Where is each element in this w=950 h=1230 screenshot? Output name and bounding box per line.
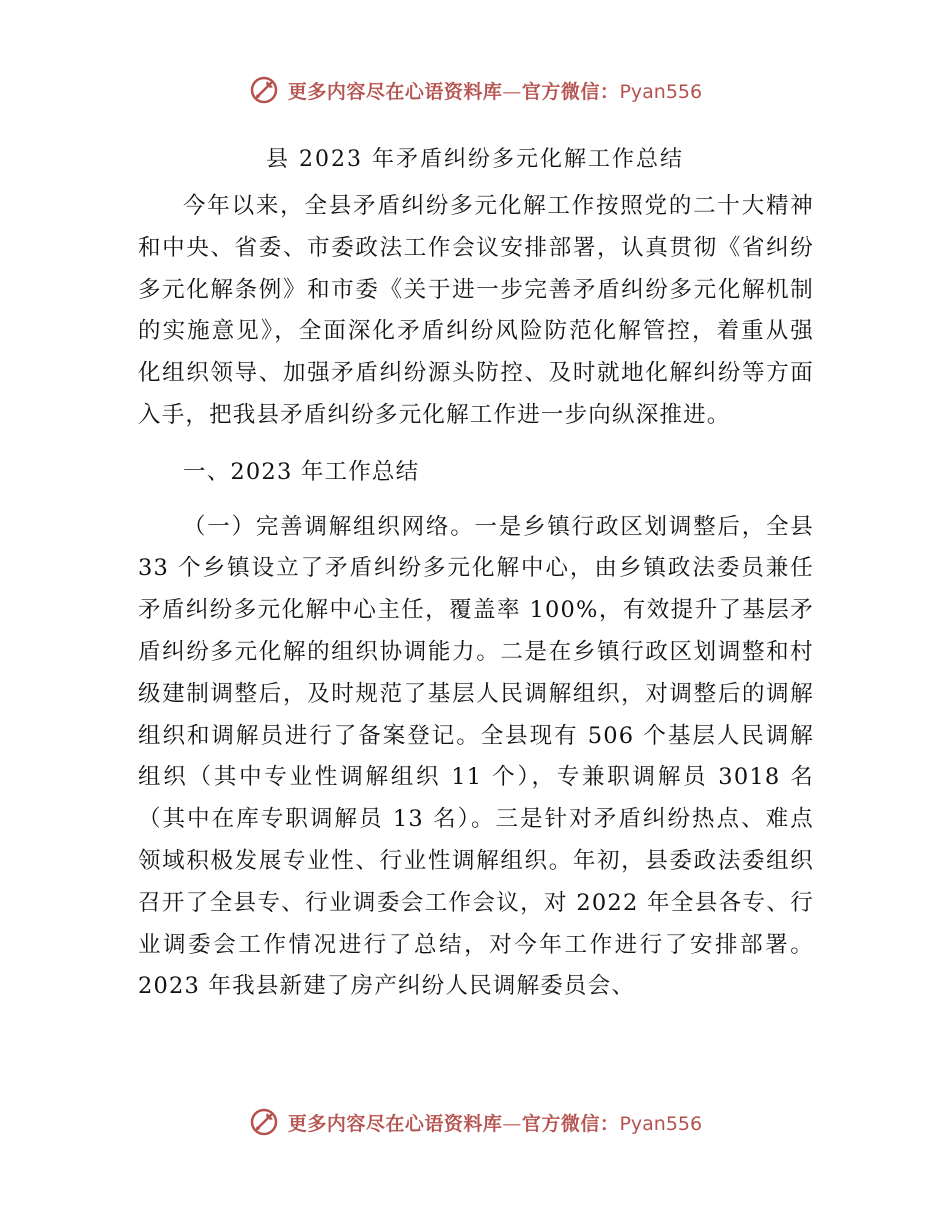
banner-wechat-id: Pyan556: [619, 80, 703, 103]
header-banner: [0, 70, 950, 110]
pen-logo-icon: [248, 1106, 280, 1138]
pen-logo-icon: [248, 74, 280, 106]
section-paragraph: （一）完善调解组织网络。一是乡镇行政区划调整后，全县 33 个乡镇设立了矛盾纠纷多元化解中心，由乡镇政法委员兼任矛盾纠纷多元化解中心主任，覆盖率 100%，有效提升了基层矛盾纠纷多元化解的组织协调能力。二是在乡镇行政区划调整和村级建制调整后，及时规范了基层人民调解组织，对调整后的调解组织和调解员进行了备案登记。全县现有 506 个基层人民调解组织（其中专业性调解组织 11 个），专兼职调解员 3018 名（其中在库专职调解员 13 名）。三是针对矛盾纠纷热点、难点领域积极发展专业性、行业性调解组织。年初，县委政法委组织召开了全县专、行业调委会工作会议，对 2022 年全县各专、行业调委会工作情况进行了总结，对今年工作进行了安排部署。2023 年我县新建了房产纠纷人民调解委员会、: [138, 513, 814, 1000]
banner-wechat-label: 官方微信：: [521, 1112, 620, 1135]
section-heading: 一、2023 年工作总结: [183, 458, 420, 485]
banner-text: [288, 1109, 702, 1136]
footer-banner: [0, 1102, 950, 1142]
banner-brand: 更多内容尽在心语资料库: [287, 80, 503, 103]
banner-separator: —: [502, 80, 522, 103]
document-title: 县 2023 年矛盾纠纷多元化解工作总结: [266, 147, 684, 172]
banner-text: [288, 77, 702, 104]
banner-separator: —: [502, 1112, 522, 1135]
document-body: [138, 186, 814, 1008]
banner-wechat-label: 官方微信：: [521, 80, 620, 103]
intro-paragraph: 今年以来，全县矛盾纠纷多元化解工作按照党的二十大精神和中央、省委、市委政法工作会议安排部署，认真贯彻《省纠纷多元化解条例》和市委《关于进一步完善矛盾纠纷多元化解机制的实施意见》，全面深化矛盾纠纷风险防范化解管控，着重从强化组织领导、加强矛盾纠纷源头防控、及时就地化解纠纷等方面入手，把我县矛盾纠纷多元化解工作进一步向纵深推进。: [138, 193, 814, 428]
banner-brand: 更多内容尽在心语资料库: [287, 1112, 503, 1135]
banner-wechat-id: Pyan556: [619, 1112, 703, 1135]
